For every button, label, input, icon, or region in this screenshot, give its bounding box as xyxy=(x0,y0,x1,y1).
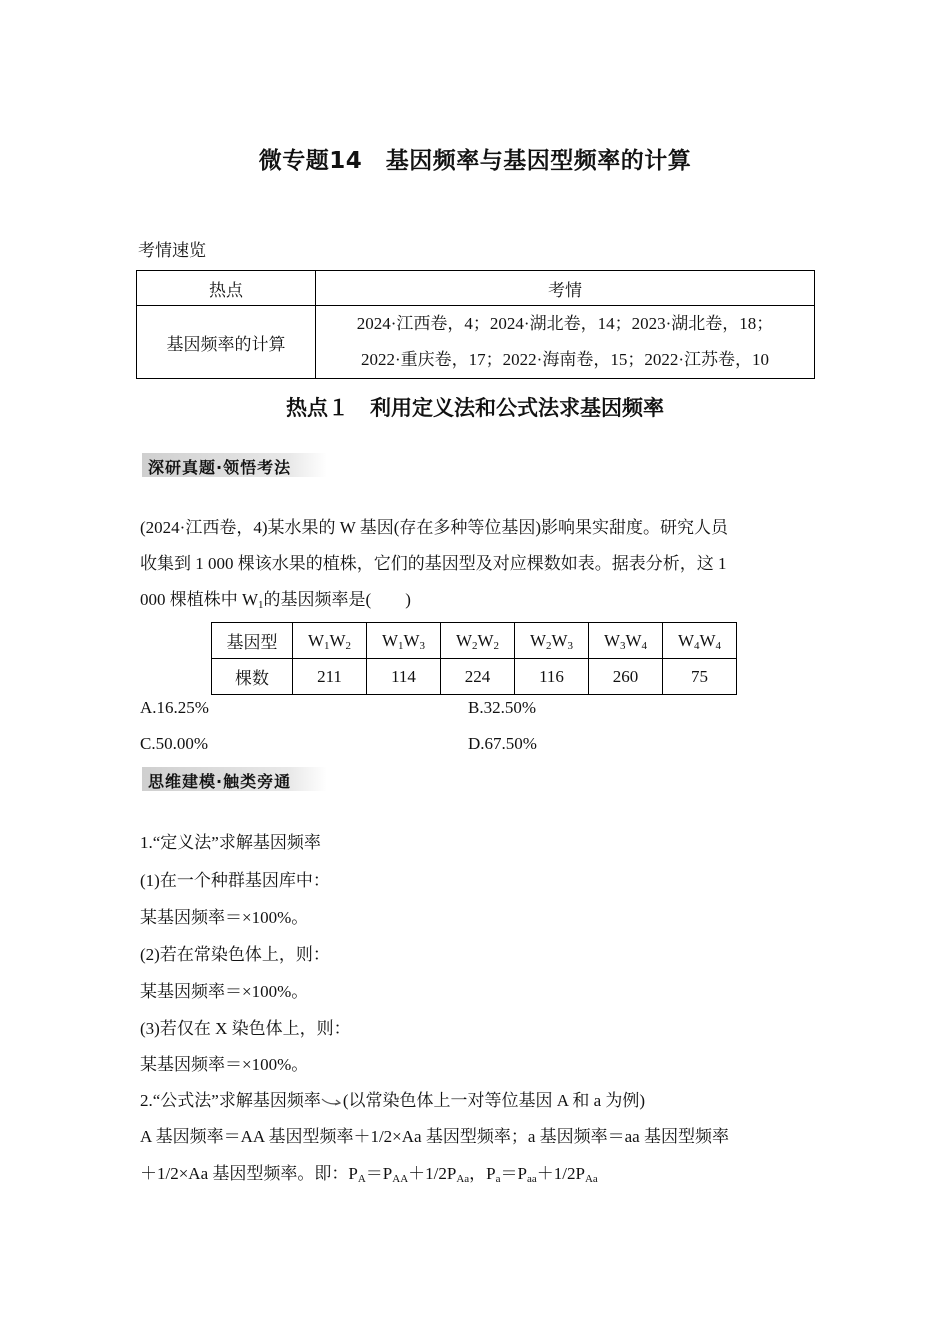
count-row-label: 棵数 xyxy=(212,659,293,695)
count-cell: 114 xyxy=(367,659,441,695)
overview-label: 考情速览 xyxy=(138,241,206,261)
overview-table xyxy=(136,270,815,379)
option-c: C.50.00% xyxy=(140,734,208,753)
question-line-1: (2024·江西卷，4)某水果的 W 基因(存在多种等位基因)影响果实甜度。研究人员 xyxy=(140,518,729,537)
method-line-3: 某基因频率＝×100%。 xyxy=(140,908,309,927)
genotype-table xyxy=(211,622,737,695)
overview-row-sources xyxy=(316,306,815,379)
genotype-cell: $W_2W_2$ xyxy=(441,623,515,659)
method-line-5: 某基因频率＝×100%。 xyxy=(140,982,309,1001)
count-row xyxy=(212,659,737,695)
option-a: A.16.25% xyxy=(140,698,209,717)
genotype-cell: $W_1W_3$ xyxy=(367,623,441,659)
method-line-2: (1)在一个种群基因库中： xyxy=(140,871,330,890)
page-title: 微专题14 基因频率与基因型频率的计算 xyxy=(258,148,692,174)
question-line-3: 000 棵植株中 $W_1$的基因频率是( ) xyxy=(140,590,411,611)
genotype-cell: $W_1W_2$ xyxy=(293,623,367,659)
option-b: B.32.50% xyxy=(468,698,536,717)
overview-header-exam: 考情 xyxy=(316,271,815,306)
method-line-1: 1.“定义法”求解基因频率 xyxy=(140,833,321,852)
method-line-9: A 基因频率＝AA 基因型频率＋1/2×Aa 基因型频率；a 基因频率＝aa 基因型频率 xyxy=(140,1127,729,1146)
overview-header-hotspot: 热点 xyxy=(137,271,316,306)
option-d: D.67.50% xyxy=(468,734,537,753)
genotype-row xyxy=(212,623,737,659)
count-cell: 224 xyxy=(441,659,515,695)
count-cell: 75 xyxy=(663,659,737,695)
section-band-exam xyxy=(142,453,327,477)
method-line-8: 2.“公式法”求解基因频率 (以常染色体上一对等位基因 A 和 a 为例) xyxy=(140,1091,646,1110)
hotspot-title: 热点１ 利用定义法和公式法求基因频率 xyxy=(286,396,664,420)
overview-row-label: 基因频率的计算 xyxy=(137,306,316,379)
count-cell: 211 xyxy=(293,659,367,695)
overview-sources-line2: 2022·重庆卷，17；2022·海南卷，15；2022·江苏卷，10 xyxy=(361,350,769,369)
section-band-exam-label: 深研真题·领悟考法 xyxy=(148,458,292,477)
genotype-cell: $W_2W_3$ xyxy=(515,623,589,659)
genotype-cell: $W_4W_4$ xyxy=(663,623,737,659)
genotype-cell: $W_3W_4$ xyxy=(589,623,663,659)
curved-arrow-icon xyxy=(321,1097,343,1107)
overview-sources-line1: 2024·江西卷，4；2024·湖北卷，14；2023·湖北卷，18； xyxy=(356,314,774,333)
method-line-10: ＋1/2×Aa 基因型频率。即：$P_A=P_{AA}+1/2P_{Aa}$，$P_a=P_{aa}+1/2P_{Aa}$ xyxy=(140,1164,598,1185)
question-line-2: 收集到 1 000 棵该水果的植株，它们的基因型及对应棵数如表。据表分析，这 1 xyxy=(140,554,727,573)
section-band-model xyxy=(142,767,327,791)
method-line-7: 某基因频率＝×100%。 xyxy=(140,1055,309,1074)
overview-header-row xyxy=(137,271,815,306)
method-line-4: (2)若在常染色体上，则： xyxy=(140,945,330,964)
question-text xyxy=(140,510,815,618)
method-line-6: (3)若仅在 X 染色体上，则： xyxy=(140,1019,351,1038)
section-band-model-label: 思维建模·触类旁通 xyxy=(148,772,292,791)
count-cell: 116 xyxy=(515,659,589,695)
overview-row xyxy=(137,306,815,379)
count-cell: 260 xyxy=(589,659,663,695)
genotype-row-label: 基因型 xyxy=(212,623,293,659)
